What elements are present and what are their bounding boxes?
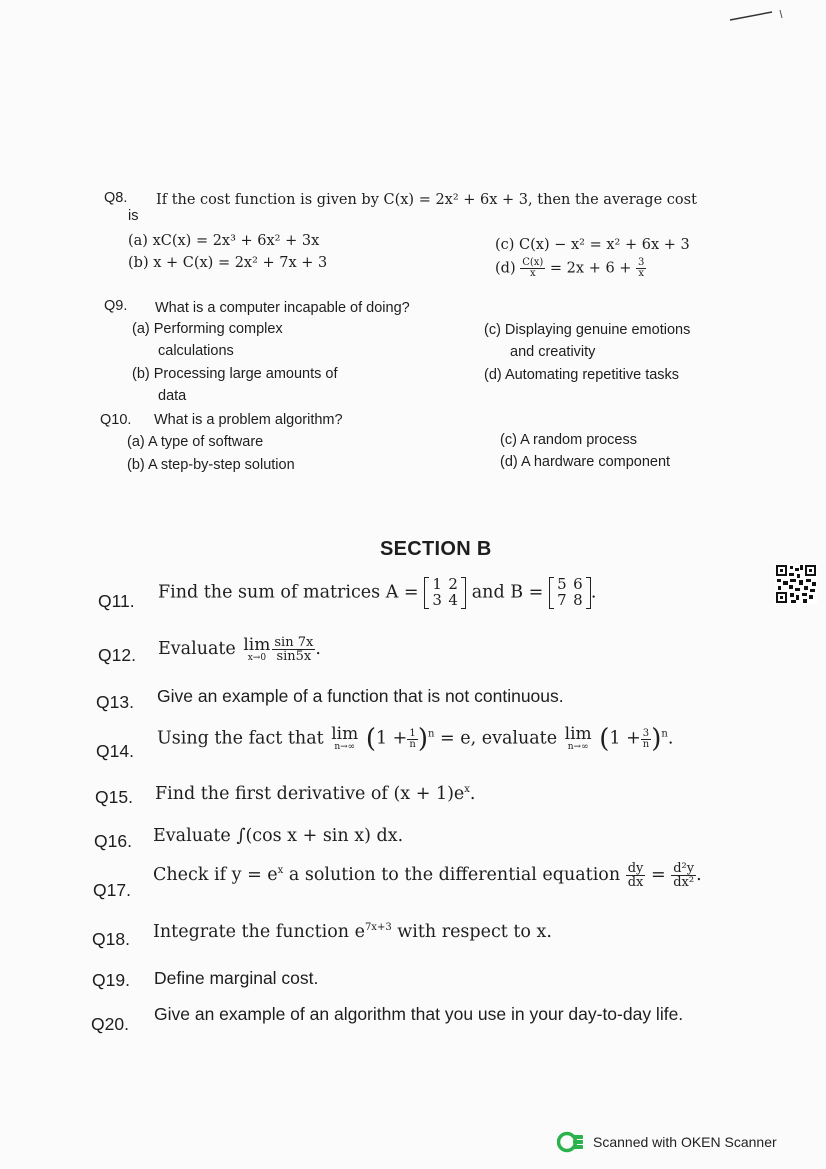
q14-number: Q14. [96,741,134,761]
q16-text: Evaluate ∫(cos x + sin x) dx. [153,826,404,846]
oken-scanner-logo-icon [557,1131,585,1153]
q9-option-b-cont: data [158,388,187,404]
section-b-heading: SECTION B [380,538,492,560]
q20-text: Give an example of an algorithm that you use in your day-to-day life. [154,1004,684,1024]
q10-option-c: (c) A random process [500,432,637,448]
q9-option-b: (b) Processing large amounts of [132,366,338,382]
q18-text: Integrate the function $e^{7x+3}$ with respect to x. [153,922,552,942]
q19-number: Q19. [92,970,130,990]
q12-text: Evaluate lim x→0 $\frac{\sin 7x}{\sin 5x}$ . [158,634,321,664]
q9-option-c: (c) Displaying genuine emotions [484,322,691,338]
q19-text: Define marginal cost. [154,968,319,988]
q8-text: If the cost function is given by C(x) = 2x² + 6x + 3, then the average cost [156,192,697,208]
q13-number: Q13. [96,692,134,712]
q18-number: Q18. [92,929,130,949]
q9-option-a-cont: calculations [158,343,234,359]
q10-option-d: (d) A hardware component [500,454,671,470]
q10-option-a: (a) A type of software [127,434,264,450]
scan-edge-mark [728,6,788,26]
q20-number: Q20. [91,1014,129,1034]
matrix-a: 1 2 3 4 [424,577,466,609]
q8-text-cont: is [128,208,139,224]
q10-text: What is a problem algorithm? [154,412,343,428]
q9-option-d: (d) Automating repetitive tasks [484,367,680,383]
scanner-watermark-text: Scanned with OKEN Scanner [593,1134,777,1150]
qr-code-icon [775,564,817,604]
q17-text: Check if $y = e^x$ a solution to the differential equation $\frac{dy}{dx}$ = $\frac{\text{d²y}}{\text{dx²}}$ . [153,861,702,890]
q14-text: Using the fact that lim n→∞ (1 + $\frac{1}{n}$ )$^n$ = e, evaluate lim n→∞ (1 + $\frac{3}{n}$ )$^n$. [157,724,674,754]
q11-number: Q11. [98,591,135,611]
q9-option-a: (a) Performing complex [132,321,283,337]
q8-option-d: (d) $\frac{C(x)}{x}$ = 2x + 6 + $\frac{3}{x}$ [495,257,645,279]
q9-text: What is a computer incapable of doing? [155,300,410,316]
q17-number: Q17. [93,880,131,900]
q8-number: Q8. [104,190,128,206]
q15-number: Q15. [95,787,133,807]
q8-option-a: (a) xC(x) = 2x³ + 6x² + 3x [128,233,320,249]
scanner-watermark [557,1131,777,1153]
q10-option-b: (b) A step-by-step solution [127,457,295,473]
q12-number: Q12. [98,645,136,665]
q9-option-c-cont: and creativity [510,344,596,360]
q16-number: Q16. [94,831,132,851]
q9-number: Q9. [104,298,128,314]
q10-number: Q10. [100,412,132,428]
q13-text: Give an example of a function that is not continuous. [157,686,564,706]
q11-text: Find the sum of matrices A = 1 2 3 4 and B = 5 6 7 8 . [158,575,597,609]
matrix-b: 5 6 7 8 [549,577,591,609]
q8-option-c: (c) C(x) − x² = x² + 6x + 3 [495,237,690,253]
q8-option-b: (b) x + C(x) = 2x² + 7x + 3 [128,255,328,271]
q15-text: Find the first derivative of $(x + 1)e^x$. [155,784,476,804]
